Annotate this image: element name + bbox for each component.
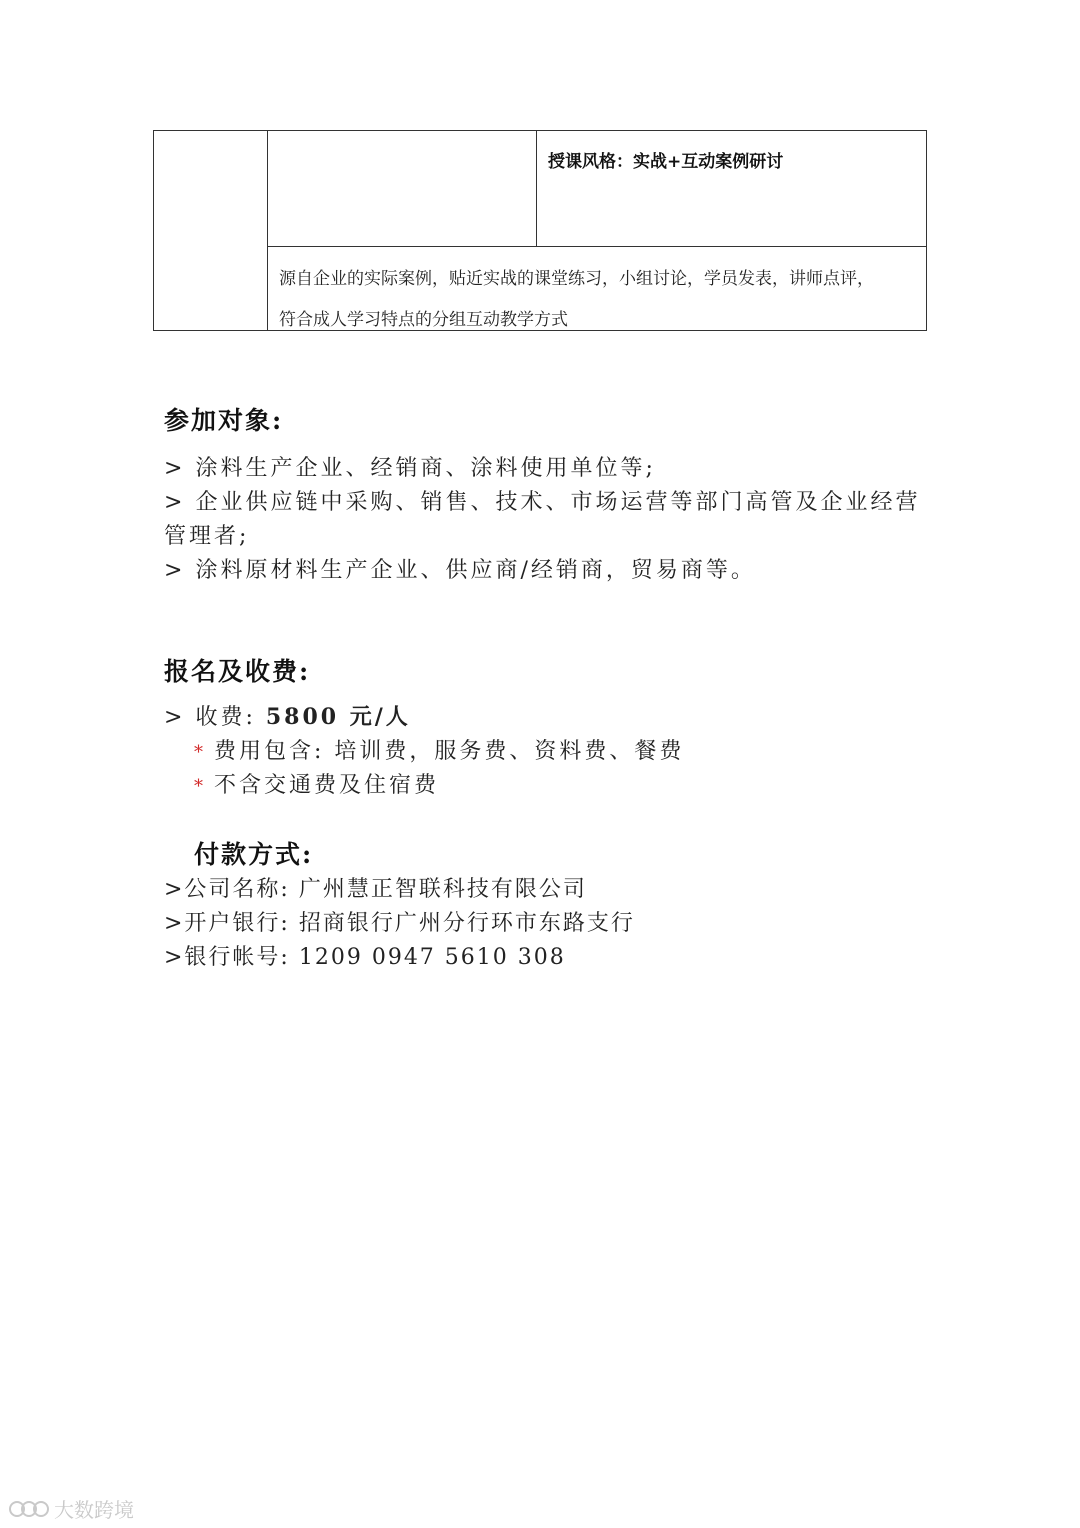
teaching-style-label: 授课风格：实战+互动案例研讨: [548, 152, 784, 172]
bullet-arrow-icon: >: [164, 558, 186, 583]
watermark: [8, 1494, 134, 1523]
watermark-text: 大数跨境: [54, 1498, 134, 1522]
teaching-method-description: [279, 259, 924, 341]
fee-line: > 收费: 5800 元/人: [164, 704, 411, 730]
fees-heading: 报名及收费:: [164, 657, 311, 686]
bullet-arrow-icon: >: [164, 705, 186, 730]
table-divider: [267, 246, 926, 247]
participants-heading: 参加对象:: [164, 406, 284, 435]
company-name-line: >公司名称: 广州慧正智联科技有限公司: [164, 877, 587, 902]
bullet-arrow-icon: >: [164, 490, 186, 515]
fee-note: * 费用包含: 培训费，服务费、资料费、餐费: [194, 739, 685, 764]
description-line: 符合成人学习特点的分组互动教学方式: [279, 310, 568, 330]
asterisk-icon: *: [194, 776, 206, 797]
fee-note: * 不含交通费及住宿费: [194, 773, 440, 798]
asterisk-icon: *: [194, 742, 206, 763]
participant-item-continued: 管理者;: [164, 524, 250, 549]
brand-logo-icon: [8, 1498, 50, 1520]
table-divider: [267, 131, 268, 330]
fee-amount: 5800 元/人: [265, 704, 411, 730]
participant-item: > 企业供应链中采购、销售、技术、市场运营等部门高管及企业经营: [164, 490, 921, 515]
bullet-arrow-icon: >: [164, 456, 186, 481]
account-number-line: >银行帐号: 1209 0947 5610 308: [164, 945, 566, 970]
participant-item: > 涂料生产企业、经销商、涂料使用单位等;: [164, 456, 656, 481]
description-line: 源自企业的实际案例，贴近实战的课堂练习，小组讨论，学员发表，讲师点评，: [279, 269, 874, 289]
course-info-table: [153, 130, 927, 331]
participant-item: > 涂料原材料生产企业、供应商/经销商，贸易商等。: [164, 558, 756, 583]
bank-name-line: >开户银行: 招商银行广州分行环市东路支行: [164, 911, 635, 936]
table-divider: [536, 131, 537, 246]
payment-heading: 付款方式:: [194, 840, 314, 869]
